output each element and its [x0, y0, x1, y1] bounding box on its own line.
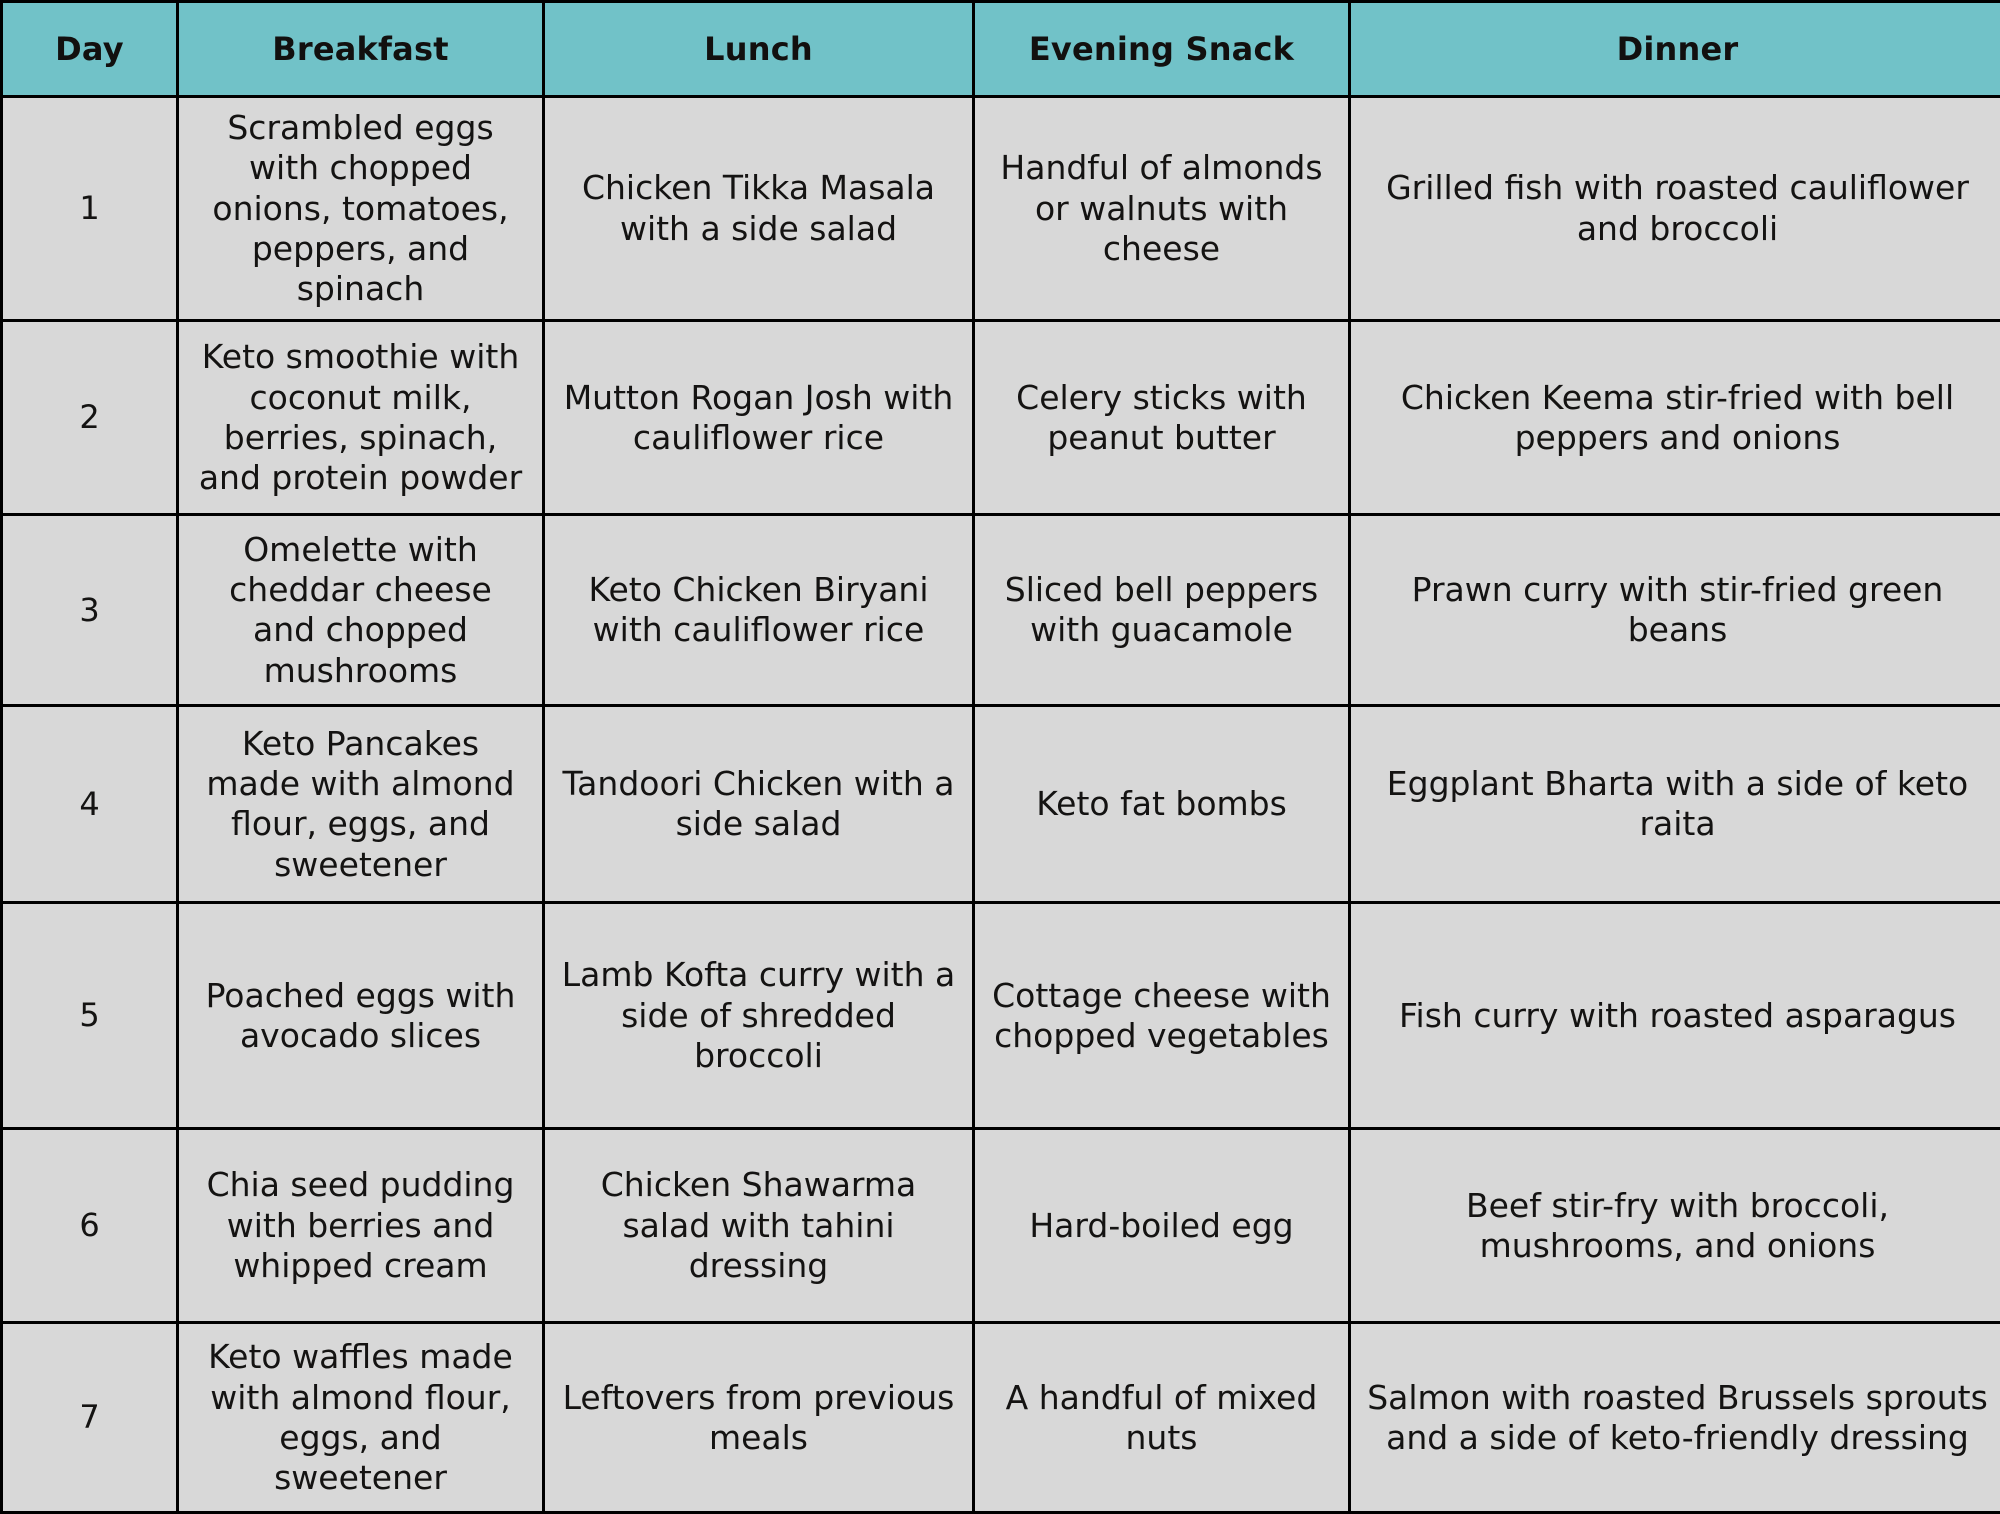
cell-day: 4 — [2, 706, 178, 903]
table-body — [2, 97, 2000, 1513]
table-header — [2, 2, 2000, 97]
table-row — [2, 321, 2000, 515]
table-row — [2, 515, 2000, 706]
cell-snack: Handful of almonds or walnuts with cheese — [974, 97, 1350, 321]
cell-snack: Sliced bell peppers with guacamole — [974, 515, 1350, 706]
cell-lunch: Mutton Rogan Josh with cauliflower rice — [544, 321, 974, 515]
cell-dinner: Fish curry with roasted asparagus — [1350, 903, 2000, 1129]
cell-dinner: Prawn curry with stir-fried green beans — [1350, 515, 2000, 706]
cell-dinner: Salmon with roasted Brussels sprouts and a side of keto-friendly dressing — [1350, 1323, 2000, 1513]
cell-breakfast: Keto waffles made with almond flour, eggs, and sweetener — [178, 1323, 544, 1513]
cell-day: 3 — [2, 515, 178, 706]
table-row — [2, 97, 2000, 321]
cell-breakfast: Keto Pancakes made with almond flour, eggs, and sweetener — [178, 706, 544, 903]
cell-lunch: Chicken Tikka Masala with a side salad — [544, 97, 974, 321]
cell-breakfast: Keto smoothie with coconut milk, berries, spinach, and protein powder — [178, 321, 544, 515]
cell-breakfast: Chia seed pudding with berries and whipped cream — [178, 1129, 544, 1323]
cell-snack: Keto fat bombs — [974, 706, 1350, 903]
cell-lunch: Leftovers from previous meals — [544, 1323, 974, 1513]
cell-snack: A handful of mixed nuts — [974, 1323, 1350, 1513]
cell-snack: Celery sticks with peanut butter — [974, 321, 1350, 515]
cell-lunch: Tandoori Chicken with a side salad — [544, 706, 974, 903]
cell-dinner: Chicken Keema stir-fried with bell peppers and onions — [1350, 321, 2000, 515]
cell-snack: Cottage cheese with chopped vegetables — [974, 903, 1350, 1129]
column-header-breakfast: Breakfast — [178, 2, 544, 97]
column-header-day: Day — [2, 2, 178, 97]
cell-lunch: Keto Chicken Biryani with cauliflower rice — [544, 515, 974, 706]
cell-lunch: Lamb Kofta curry with a side of shredded broccoli — [544, 903, 974, 1129]
cell-lunch: Chicken Shawarma salad with tahini dressing — [544, 1129, 974, 1323]
column-header-snack: Evening Snack — [974, 2, 1350, 97]
table-row — [2, 1323, 2000, 1513]
cell-snack: Hard-boiled egg — [974, 1129, 1350, 1323]
cell-dinner: Beef stir-fry with broccoli, mushrooms, and onions — [1350, 1129, 2000, 1323]
header-row — [2, 2, 2000, 97]
table-row — [2, 1129, 2000, 1323]
cell-day: 7 — [2, 1323, 178, 1513]
column-header-dinner: Dinner — [1350, 2, 2000, 97]
cell-day: 2 — [2, 321, 178, 515]
table-row — [2, 903, 2000, 1129]
cell-dinner: Grilled fish with roasted cauliflower and broccoli — [1350, 97, 2000, 321]
cell-breakfast: Scrambled eggs with chopped onions, tomatoes, peppers, and spinach — [178, 97, 544, 321]
cell-day: 1 — [2, 97, 178, 321]
cell-breakfast: Omelette with cheddar cheese and chopped mushrooms — [178, 515, 544, 706]
cell-day: 6 — [2, 1129, 178, 1323]
cell-dinner: Eggplant Bharta with a side of keto raita — [1350, 706, 2000, 903]
cell-day: 5 — [2, 903, 178, 1129]
cell-breakfast: Poached eggs with avocado slices — [178, 903, 544, 1129]
table-row — [2, 706, 2000, 903]
column-header-lunch: Lunch — [544, 2, 974, 97]
